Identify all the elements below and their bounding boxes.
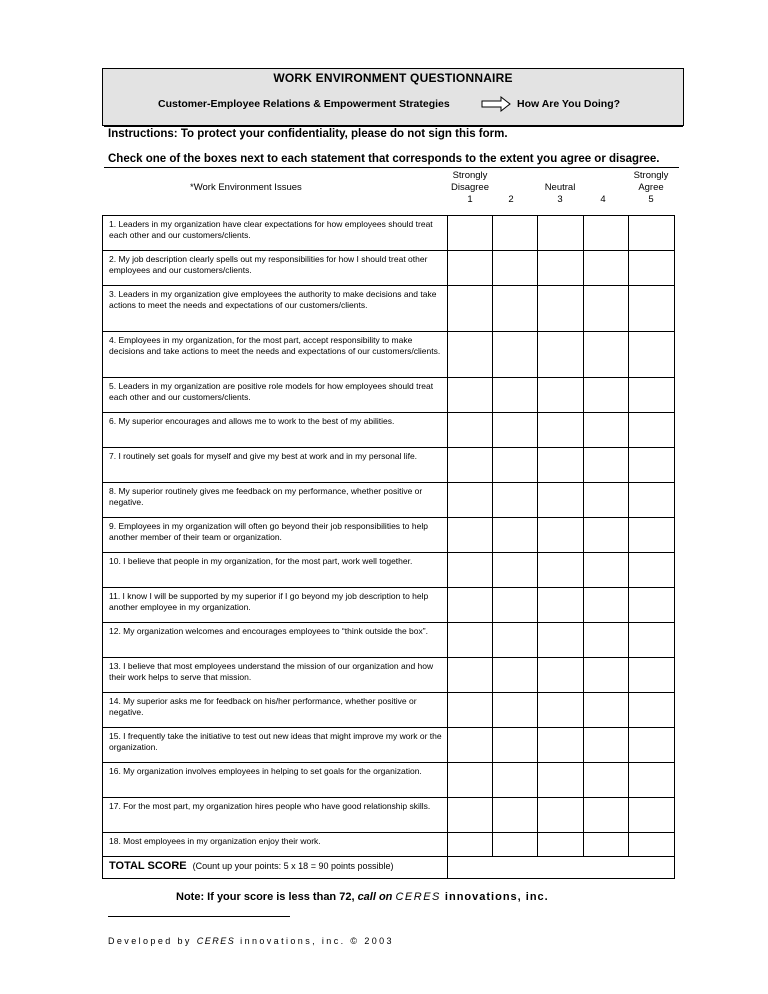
rating-box-3[interactable] [538,763,584,798]
total-score-label: TOTAL SCORE [109,860,187,872]
question-row [103,286,675,332]
rating-box-2[interactable] [493,448,538,483]
rating-box-4[interactable] [584,448,629,483]
rating-box-3[interactable] [538,332,584,378]
rating-box-3[interactable] [538,693,584,728]
question-text: 17. For the most part, my organization hires people who have good relationship skills. [103,798,448,833]
question-row [103,728,675,763]
question-text: 11. I know I will be supported by my superior if I go beyond my job description to help another employee in my organization. [103,588,448,623]
rating-box-2[interactable] [493,216,538,251]
question-row [103,693,675,728]
rating-box-1[interactable] [448,658,493,693]
check-instructions: Check one of the boxes next to each statement that corresponds to the extent you agree or disagree. [108,153,660,165]
question-text: 12. My organization welcomes and encourages employees to “think outside the box”. [103,623,448,658]
rating-box-1[interactable] [448,518,493,553]
rating-box-1[interactable] [448,588,493,623]
rating-box-3[interactable] [538,623,584,658]
rating-box-5[interactable] [629,763,675,798]
rating-box-1[interactable] [448,763,493,798]
rating-box-2[interactable] [493,553,538,588]
rating-box-4[interactable] [584,413,629,448]
rating-box-3[interactable] [538,251,584,286]
rating-box-3[interactable] [538,413,584,448]
rating-box-3[interactable] [538,448,584,483]
rating-box-4[interactable] [584,623,629,658]
rating-box-2[interactable] [493,378,538,413]
rating-box-5[interactable] [629,378,675,413]
rating-box-3[interactable] [538,216,584,251]
score-note: Note: If your score is less than 72, call on CERES innovations, inc. [176,891,549,903]
rating-box-4[interactable] [584,518,629,553]
question-row [103,483,675,518]
rating-box-4[interactable] [584,286,629,332]
rating-box-3[interactable] [538,483,584,518]
issues-column-header: *Work Environment Issues [190,182,302,193]
question-text: 18. Most employees in my organization enjoy their work. [103,833,448,857]
rating-box-2[interactable] [493,763,538,798]
question-text: 9. Employees in my organization will often go beyond their job responsibilities to help another member of their team or organization. [103,518,448,553]
strongly-agree-header: Strongly Agree 5 [633,170,669,205]
rating-box-2[interactable] [493,693,538,728]
rating-box-1[interactable] [448,216,493,251]
rating-box-4[interactable] [584,763,629,798]
footnote-rule [108,916,290,917]
total-score-note: (Count up your points: 5 x 18 = 90 points possible) [192,861,394,871]
question-row [103,413,675,448]
rating-box-5[interactable] [629,728,675,763]
rating-box-5[interactable] [629,251,675,286]
question-row [103,518,675,553]
rating-box-5[interactable] [629,518,675,553]
rating-box-2[interactable] [493,658,538,693]
question-text: 13. I believe that most employees understand the mission of our organization and how their work helps to serve that mission. [103,658,448,693]
ceres-logo-text: CERES [395,891,441,903]
rating-box-1[interactable] [448,251,493,286]
rating-box-3[interactable] [538,588,584,623]
question-text: 8. My superior routinely gives me feedback on my performance, whether positive or negative. [103,483,448,518]
strongly-disagree-header: Strongly Disagree 1 [450,170,490,205]
questionnaire-table [102,215,675,879]
question-text: 14. My superior asks me for feedback on his/her performance, whether positive or negative. [103,693,448,728]
rating-box-4[interactable] [584,483,629,518]
rating-2-header: 2 [508,194,514,205]
rating-box-3[interactable] [538,728,584,763]
rating-box-3[interactable] [538,798,584,833]
total-score-field[interactable] [448,857,675,879]
rating-box-3[interactable] [538,553,584,588]
rating-box-4[interactable] [584,798,629,833]
rating-box-3[interactable] [538,286,584,332]
question-row [103,216,675,251]
ceres-footer-logo-text: CERES [196,936,236,946]
rating-box-5[interactable] [629,588,675,623]
question-text: 3. Leaders in my organization give employees the authority to make decisions and take actions to meet the needs and expectations of our customers/clients. [103,286,448,332]
rating-box-5[interactable] [629,413,675,448]
rating-box-4[interactable] [584,251,629,286]
rating-box-4[interactable] [584,332,629,378]
rating-box-2[interactable] [493,588,538,623]
question-text: 10. I believe that people in my organization, for the most part, work well together. [103,553,448,588]
rating-box-3[interactable] [538,658,584,693]
rating-box-4[interactable] [584,728,629,763]
rating-box-1[interactable] [448,798,493,833]
question-row [103,448,675,483]
question-row [103,763,675,798]
rating-box-2[interactable] [493,623,538,658]
header-box [102,68,684,126]
rating-box-4[interactable] [584,378,629,413]
total-score-row [103,857,675,879]
instructions: Instructions: To protect your confidentiality, please do not sign this form. [108,128,508,140]
developed-by: Developed by CERES innovations, inc. © 2003 [108,936,394,946]
rating-box-3[interactable] [538,378,584,413]
question-row [103,833,675,857]
rating-box-4[interactable] [584,833,629,857]
questionnaire-title: WORK ENVIRONMENT QUESTIONNAIRE [273,71,513,85]
rating-box-2[interactable] [493,286,538,332]
rating-box-5[interactable] [629,216,675,251]
rating-box-1[interactable] [448,332,493,378]
rating-box-1[interactable] [448,833,493,857]
rating-box-1[interactable] [448,483,493,518]
question-text: 4. Employees in my organization, for the most part, accept responsibility to make decisions and take actions to meet the needs and expectations of our customers/clients. [103,332,448,378]
rating-box-1[interactable] [448,693,493,728]
rating-box-2[interactable] [493,251,538,286]
rating-box-1[interactable] [448,623,493,658]
header-right-text: How Are You Doing? [517,98,621,110]
rating-box-3[interactable] [538,833,584,857]
question-text: 16. My organization involves employees in helping to set goals for the organization. [103,763,448,798]
rating-box-5[interactable] [629,798,675,833]
question-text: 15. I frequently take the initiative to test out new ideas that might improve my work or the organization. [103,728,448,763]
question-text: 7. I routinely set goals for myself and give my best at work and in my personal life. [103,448,448,483]
question-row [103,553,675,588]
question-row [103,588,675,623]
rating-box-1[interactable] [448,413,493,448]
question-text: 2. My job description clearly spells out my responsibilities for how I should treat other employees and our customers/clients. [103,251,448,286]
rating-box-5[interactable] [629,286,675,332]
rating-box-5[interactable] [629,483,675,518]
question-row [103,798,675,833]
rating-box-5[interactable] [629,833,675,857]
question-text: 5. Leaders in my organization are positive role models for how employees should treat each other and our customers/clients. [103,378,448,413]
question-row [103,378,675,413]
arrow-right-icon [481,96,511,112]
question-row [103,623,675,658]
header-subtitle: Customer-Employee Relations & Empowerment Strategies [158,98,450,110]
rating-box-2[interactable] [493,518,538,553]
rating-box-2[interactable] [493,833,538,857]
rating-box-4[interactable] [584,216,629,251]
divider [104,167,679,168]
rating-box-1[interactable] [448,378,493,413]
rating-box-5[interactable] [629,332,675,378]
rating-box-2[interactable] [493,413,538,448]
rating-box-2[interactable] [493,483,538,518]
question-row [103,251,675,286]
question-text: 6. My superior encourages and allows me to work to the best of my abilities. [103,413,448,448]
rating-box-2[interactable] [493,798,538,833]
rating-box-2[interactable] [493,728,538,763]
rating-4-header: 4 [600,194,606,205]
header-underline [104,126,683,127]
rating-box-5[interactable] [629,623,675,658]
rating-box-4[interactable] [584,693,629,728]
rating-box-5[interactable] [629,448,675,483]
rating-box-4[interactable] [584,588,629,623]
rating-box-5[interactable] [629,553,675,588]
rating-box-4[interactable] [584,553,629,588]
rating-box-1[interactable] [448,448,493,483]
rating-box-2[interactable] [493,332,538,378]
rating-box-5[interactable] [629,658,675,693]
rating-box-1[interactable] [448,553,493,588]
rating-box-1[interactable] [448,728,493,763]
rating-box-5[interactable] [629,693,675,728]
rating-box-4[interactable] [584,658,629,693]
neutral-header: Neutral 3 [544,182,576,205]
question-text: 1. Leaders in my organization have clear expectations for how employees should treat each other and our customers/clients. [103,216,448,251]
question-row [103,658,675,693]
rating-box-3[interactable] [538,518,584,553]
rating-box-1[interactable] [448,286,493,332]
question-row [103,332,675,378]
